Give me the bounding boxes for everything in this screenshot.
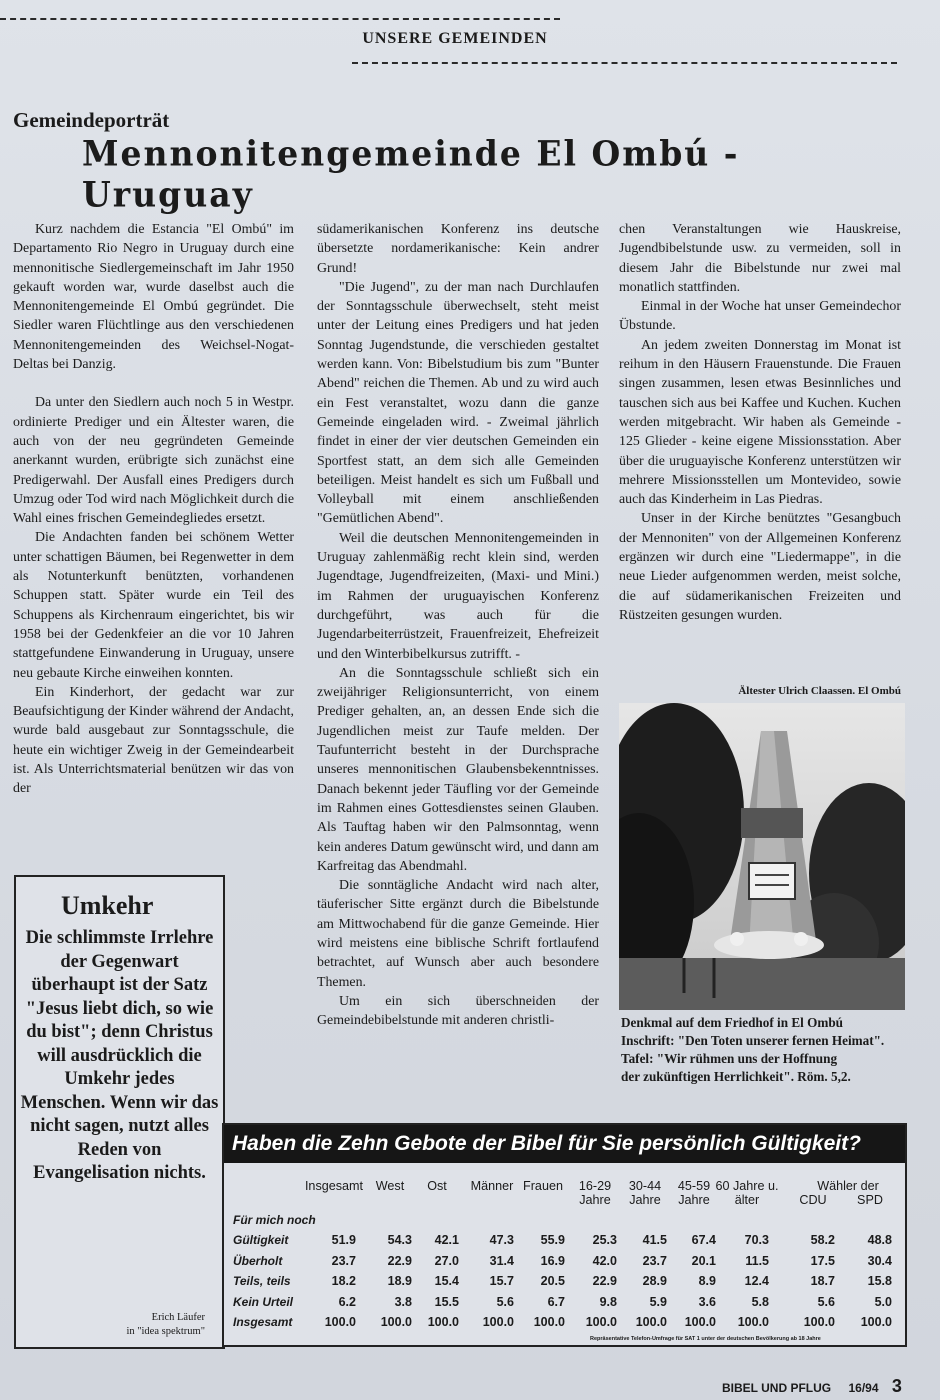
column-group-header: Wähler der — [817, 1179, 879, 1193]
memorial-photo — [619, 703, 905, 1010]
paragraph: Kurz nachdem die Estancia "El Ombú" im Departamento Rio Negro in Uruguay durch eine mennonitische Siedlergemeinschaft im Jahr 1950 gekauft worden war, wurde daselbst auch die Mennonitengemeinde El Ombú gegründet. Die Siedler waren Flüchtlinge aus den verschiedenen Mennonitengemeinden des Weichsel-Nogat-Deltas bei Danzig. — [13, 222, 294, 373]
table-cell: 23.7 — [642, 1253, 667, 1268]
table-cell: 54.3 — [387, 1233, 412, 1247]
table-cell: 15.7 — [489, 1274, 514, 1288]
row-label: Teils, teils — [233, 1274, 291, 1288]
caption-line: Tafel: "Wir rühmen uns der Hoffnung — [621, 1051, 838, 1066]
row-label: Insgesamt — [233, 1315, 293, 1329]
paragraph: "Die Jugend", zu der man nach Durchlaufen der Sonntagsschule überwechselt, steht meist unter der Leitung eines Predigers und hat jeden Sonntag Jugendstunde, die verschieden gestaltet werden kann. Von: Bibelstudium bis zum "Bunter Abend" reichen die Themen. Ab und zu wird auch ein Fest veranstaltet, wozu dann die ganze Gemeinde eingeladen wird. - Zweimal jährlich findet in einer der vier deutschen Gemeinden ein Sportfest statt, an dem sich alle Gemeinden beteiligen. Meist handelt es sich um Fußball und Volleyball mit einem anschließenden "Gemütlichen Abend". — [317, 279, 599, 527]
paragraph: Weil die deutschen Mennonitengemeinden in Uruguay zahlenmäßig recht klein sind, werden Jugendtage, Jugendfreizeiten, (Maxi- und Mini.) im Rahmen der uruguayischen Konferenz durchgeführt, was auch für die Jugendarbeiterrüstzeit, Frauenfreizeit, Ehefreizeit und den Winterbibelkursus zutrifft. - — [317, 530, 599, 662]
quote-box — [14, 875, 225, 1349]
table-cell: 11.5 — [745, 1253, 769, 1268]
table-row — [232, 1274, 897, 1292]
table-row — [232, 1295, 897, 1313]
table-cell: 22.9 — [592, 1274, 617, 1288]
column-header: 60 Jahre u. älter — [715, 1179, 779, 1207]
table-cell: 18.9 — [387, 1274, 412, 1288]
table-cell: 5.6 — [817, 1294, 835, 1309]
table-cell: 100.0 — [737, 1315, 769, 1329]
table-cell: 18.7 — [810, 1274, 835, 1288]
article-kicker: Gemeindeporträt — [13, 108, 170, 132]
paragraph: Die sonntägliche Andacht wird nach alter, täuferischer Sitte ergänzt durch die Bibelstunde am Mittwochabend für die ganze Gemeinde. Hier wird meistens eine biblische Schrift fortlaufend betrachtet, auf Wunsch aber auch besondere Themen. — [317, 878, 599, 990]
memorial-photo-illustration — [619, 703, 905, 1010]
table-cell: 23.7 — [331, 1253, 356, 1268]
paragraph: Um ein sich überschneiden der Gemeindebibelstunde mit anderen christli- — [317, 993, 599, 1029]
paragraph: chen Veranstaltungen wie Hauskreise, Jugendbibelstunde usw. zu vermeiden, soll in diesem Jahr die Bibelstunde nur zwei mal monatlich stattfinden. — [619, 222, 901, 295]
paragraph: An die Sonntagsschule schließt sich ein zweijähriger Religionsunterricht, von einem Prediger gehalten, an, an dessen Ende sich die Jugendlichen meist zur Taufe melden. Der Taufunterricht besteht in der Durchsprache unseres mennonitischen Glaubensbekenntnisses. Danach bekennt jeder Täufling vor der Gemeinde im Rahmen eines Gottesdienstes seinen Glauben. Als Tauftag haben wir den Palmsonntag, wenn kein anderes Datum gewünscht wird, und dann am Karfreitag das Abendmahl. — [317, 665, 599, 874]
table-cell: 100.0 — [380, 1315, 412, 1329]
column-header: SPD — [857, 1193, 883, 1207]
table-cell: 100.0 — [324, 1315, 356, 1329]
quote-box-title: Umkehr — [61, 891, 154, 920]
article-column-2 — [317, 220, 599, 1030]
table-cell: 6.2 — [338, 1294, 356, 1309]
header-rule-bottom — [352, 62, 897, 64]
column-header: 30-44 Jahre — [628, 1179, 662, 1207]
table-cell: 17.5 — [810, 1253, 835, 1268]
table-cell: 42.0 — [592, 1253, 617, 1268]
page-number: 3 — [891, 1376, 902, 1396]
table-cell: 100.0 — [803, 1315, 835, 1329]
table-cell: 12.4 — [744, 1274, 769, 1288]
table-row — [232, 1315, 897, 1333]
photo-caption — [621, 1014, 911, 1086]
column-header: CDU — [799, 1193, 827, 1207]
table-cell: 58.2 — [810, 1233, 835, 1247]
table-cell: 15.4 — [434, 1274, 459, 1288]
paragraph: An jedem zweiten Donnerstag im Monat ist reihum in den Häusern Frauenstunde. Die Frauen singen zusammen, lesen etwas Besinnliches und tauschen sich aus bei Kaffee und Kuchen. Kuchen werden mitgebracht. Wir haben als Gemeinde - 125 Glieder - keine eigene Missionsstation. Aber über die uruguayische Konferenz unterstützen wir mehrere Missionsstellen um Montevideo, sowie auch das Kinderheim in Las Piedras. — [619, 337, 901, 508]
column-header: Frauen — [523, 1179, 563, 1193]
table-cell: 70.3 — [744, 1233, 769, 1247]
table-cell: 9.8 — [599, 1294, 617, 1309]
table-cell: 15.5 — [434, 1294, 459, 1309]
paragraph: Die Andachten fanden bei schönem Wetter unter schattigen Bäumen, bei Regenwetter in dem als Notunterkunft benützten, vorhandenen Schuppen statt. Später wurde ein Teil des Schuppens als Kirchenraum eingerichtet, bis wir 1958 bei der Gedenkfeier an die vor 10 Jahren stattgefundene Einwanderung in Uruguay, unsere neu gebaute Kirche einweihen konnten. — [13, 530, 294, 681]
poll-title: Haben die Zehn Gebote der Bibel für Sie persönlich Gültigkeit? — [224, 1125, 905, 1163]
table-row — [232, 1233, 897, 1251]
paragraph: Einmal in der Woche hat unser Gemeindechor Übstunde. — [619, 299, 901, 334]
quote-source: in "idea spektrum" — [126, 1326, 205, 1337]
page-footer — [722, 1376, 902, 1397]
table-cell: 100.0 — [482, 1315, 514, 1329]
issue-number: 16/94 — [848, 1381, 879, 1395]
table-cell: 47.3 — [489, 1233, 514, 1247]
table-cell: 100.0 — [635, 1315, 667, 1329]
table-cell: 55.9 — [540, 1233, 565, 1247]
table-cell: 20.5 — [540, 1274, 565, 1288]
column-header: West — [375, 1179, 405, 1193]
magazine-name: BIBEL UND PFLUG — [722, 1381, 832, 1395]
article-column-1 — [13, 220, 294, 799]
row-label: Kein Urteil — [233, 1294, 294, 1309]
table-cell: 3.8 — [394, 1294, 412, 1309]
table-cell: 5.9 — [649, 1294, 667, 1309]
row-label: Überholt — [233, 1253, 283, 1268]
table-cell: 41.5 — [642, 1233, 667, 1247]
table-cell: 67.4 — [691, 1233, 716, 1247]
table-cell: 100.0 — [533, 1315, 565, 1329]
table-cell: 27.0 — [434, 1253, 459, 1268]
column-header: Insgesamt — [304, 1179, 364, 1193]
table-cell: 22.9 — [387, 1253, 412, 1268]
paragraph: südamerikanischen Konferenz ins deutsche übersetzte nordamerikanische: Kein andrer Grund! — [317, 222, 599, 276]
table-cell: 100.0 — [684, 1315, 716, 1329]
header-rule-top — [0, 18, 560, 20]
column-header: Männer — [470, 1179, 514, 1193]
table-cell: 3.6 — [698, 1294, 716, 1309]
table-cell: 8.9 — [698, 1274, 716, 1288]
quote-box-text: Die schlimmste Irrlehre der Gegenwart überhaupt ist der Satz "Jesus liebt dich, so wie du bist"; denn Christus will ausdrücklich die Umkehr jedes Menschen. Wenn wir das nicht sagen, nutzt alles Reden von Evangelisation nichts. — [20, 928, 219, 1183]
quote-author: Erich Läufer — [151, 1312, 205, 1323]
caption-line: der zukünftigen Herrlichkeit". Röm. 5,2. — [621, 1069, 851, 1084]
poll-table-box — [222, 1123, 907, 1347]
article-title: Mennonitengemeinde El Ombú - Uruguay — [82, 133, 740, 215]
poll-footnote: Repräsentative Telefon-Umfrage für SAT 1 unter der deutschen Bevölkerung ab 18 Jahre — [590, 1336, 821, 1342]
author-signature: Ältester Ulrich Claassen. El Ombú — [738, 685, 901, 697]
table-cell: 100.0 — [427, 1315, 459, 1329]
table-cell: 100.0 — [860, 1315, 892, 1329]
row-label: Gültigkeit — [233, 1233, 289, 1247]
paragraph: Unser in der Kirche benütztes "Gesangbuch der Mennoniten" von der Allgemeinen Konferenz ergänzen wir durch eine "Liedermappe", in die neue Lieder aufgenommen werden, meist solche, die auf südamerikanischen Freizeiten und Rüstzeiten gesungen wurden. — [619, 511, 901, 623]
paragraph: Da unter den Siedlern auch noch 5 in Westpr. ordinierte Prediger und ein Ältester waren, die auch von der neu gegründeten Gemeinde anerkannt wurden, erübrigte sich zunächst eine Predigerwahl. Der Ausfall eines Predigers durch Umzug oder Tod wird nach Möglichkeit durch die Wahl eines frischen Gemeindegliedes ersetzt. — [13, 395, 294, 527]
column-header: Ost — [427, 1179, 447, 1193]
table-cell: 5.0 — [874, 1294, 892, 1309]
table-row — [232, 1254, 897, 1272]
poll-section-label-row — [232, 1213, 897, 1231]
table-cell: 51.9 — [331, 1233, 356, 1247]
table-cell: 16.9 — [540, 1253, 565, 1268]
paragraph: Ein Kinderhort, der gedacht war zur Beaufsichtigung der Kinder während der Andacht, wurde bald ausgebaut zur Sonntagsschule, die heute ein wichtiger Zweig in der Gemeindearbeit ist. Als Unterrichtsmaterial benützen wir das von der — [13, 684, 294, 797]
column-header: 45-59 Jahre — [677, 1179, 711, 1207]
caption-line: Inschrift: "Den Toten unserer fernen Heimat". — [621, 1033, 885, 1048]
table-cell: 100.0 — [585, 1315, 617, 1329]
table-cell: 20.1 — [691, 1253, 716, 1268]
article-column-3 — [619, 220, 901, 625]
table-cell: 25.3 — [592, 1233, 617, 1247]
table-cell: 15.8 — [867, 1274, 892, 1288]
table-cell: 5.6 — [496, 1294, 514, 1309]
table-cell: 18.2 — [331, 1274, 356, 1288]
table-cell: 42.1 — [434, 1233, 459, 1247]
row-label: Für mich noch — [233, 1213, 316, 1227]
table-cell: 28.9 — [642, 1274, 667, 1288]
table-cell: 31.4 — [489, 1253, 514, 1268]
column-header: 16-29 Jahre — [578, 1179, 612, 1207]
caption-line: Denkmal auf dem Friedhof in El Ombú — [621, 1015, 844, 1030]
table-cell: 5.8 — [751, 1294, 769, 1309]
table-cell: 6.7 — [547, 1294, 565, 1309]
table-cell: 30.4 — [867, 1253, 892, 1268]
section-heading: UNSERE GEMEINDEN — [362, 30, 548, 47]
table-cell: 48.8 — [867, 1233, 892, 1247]
quote-credit — [126, 1311, 205, 1339]
